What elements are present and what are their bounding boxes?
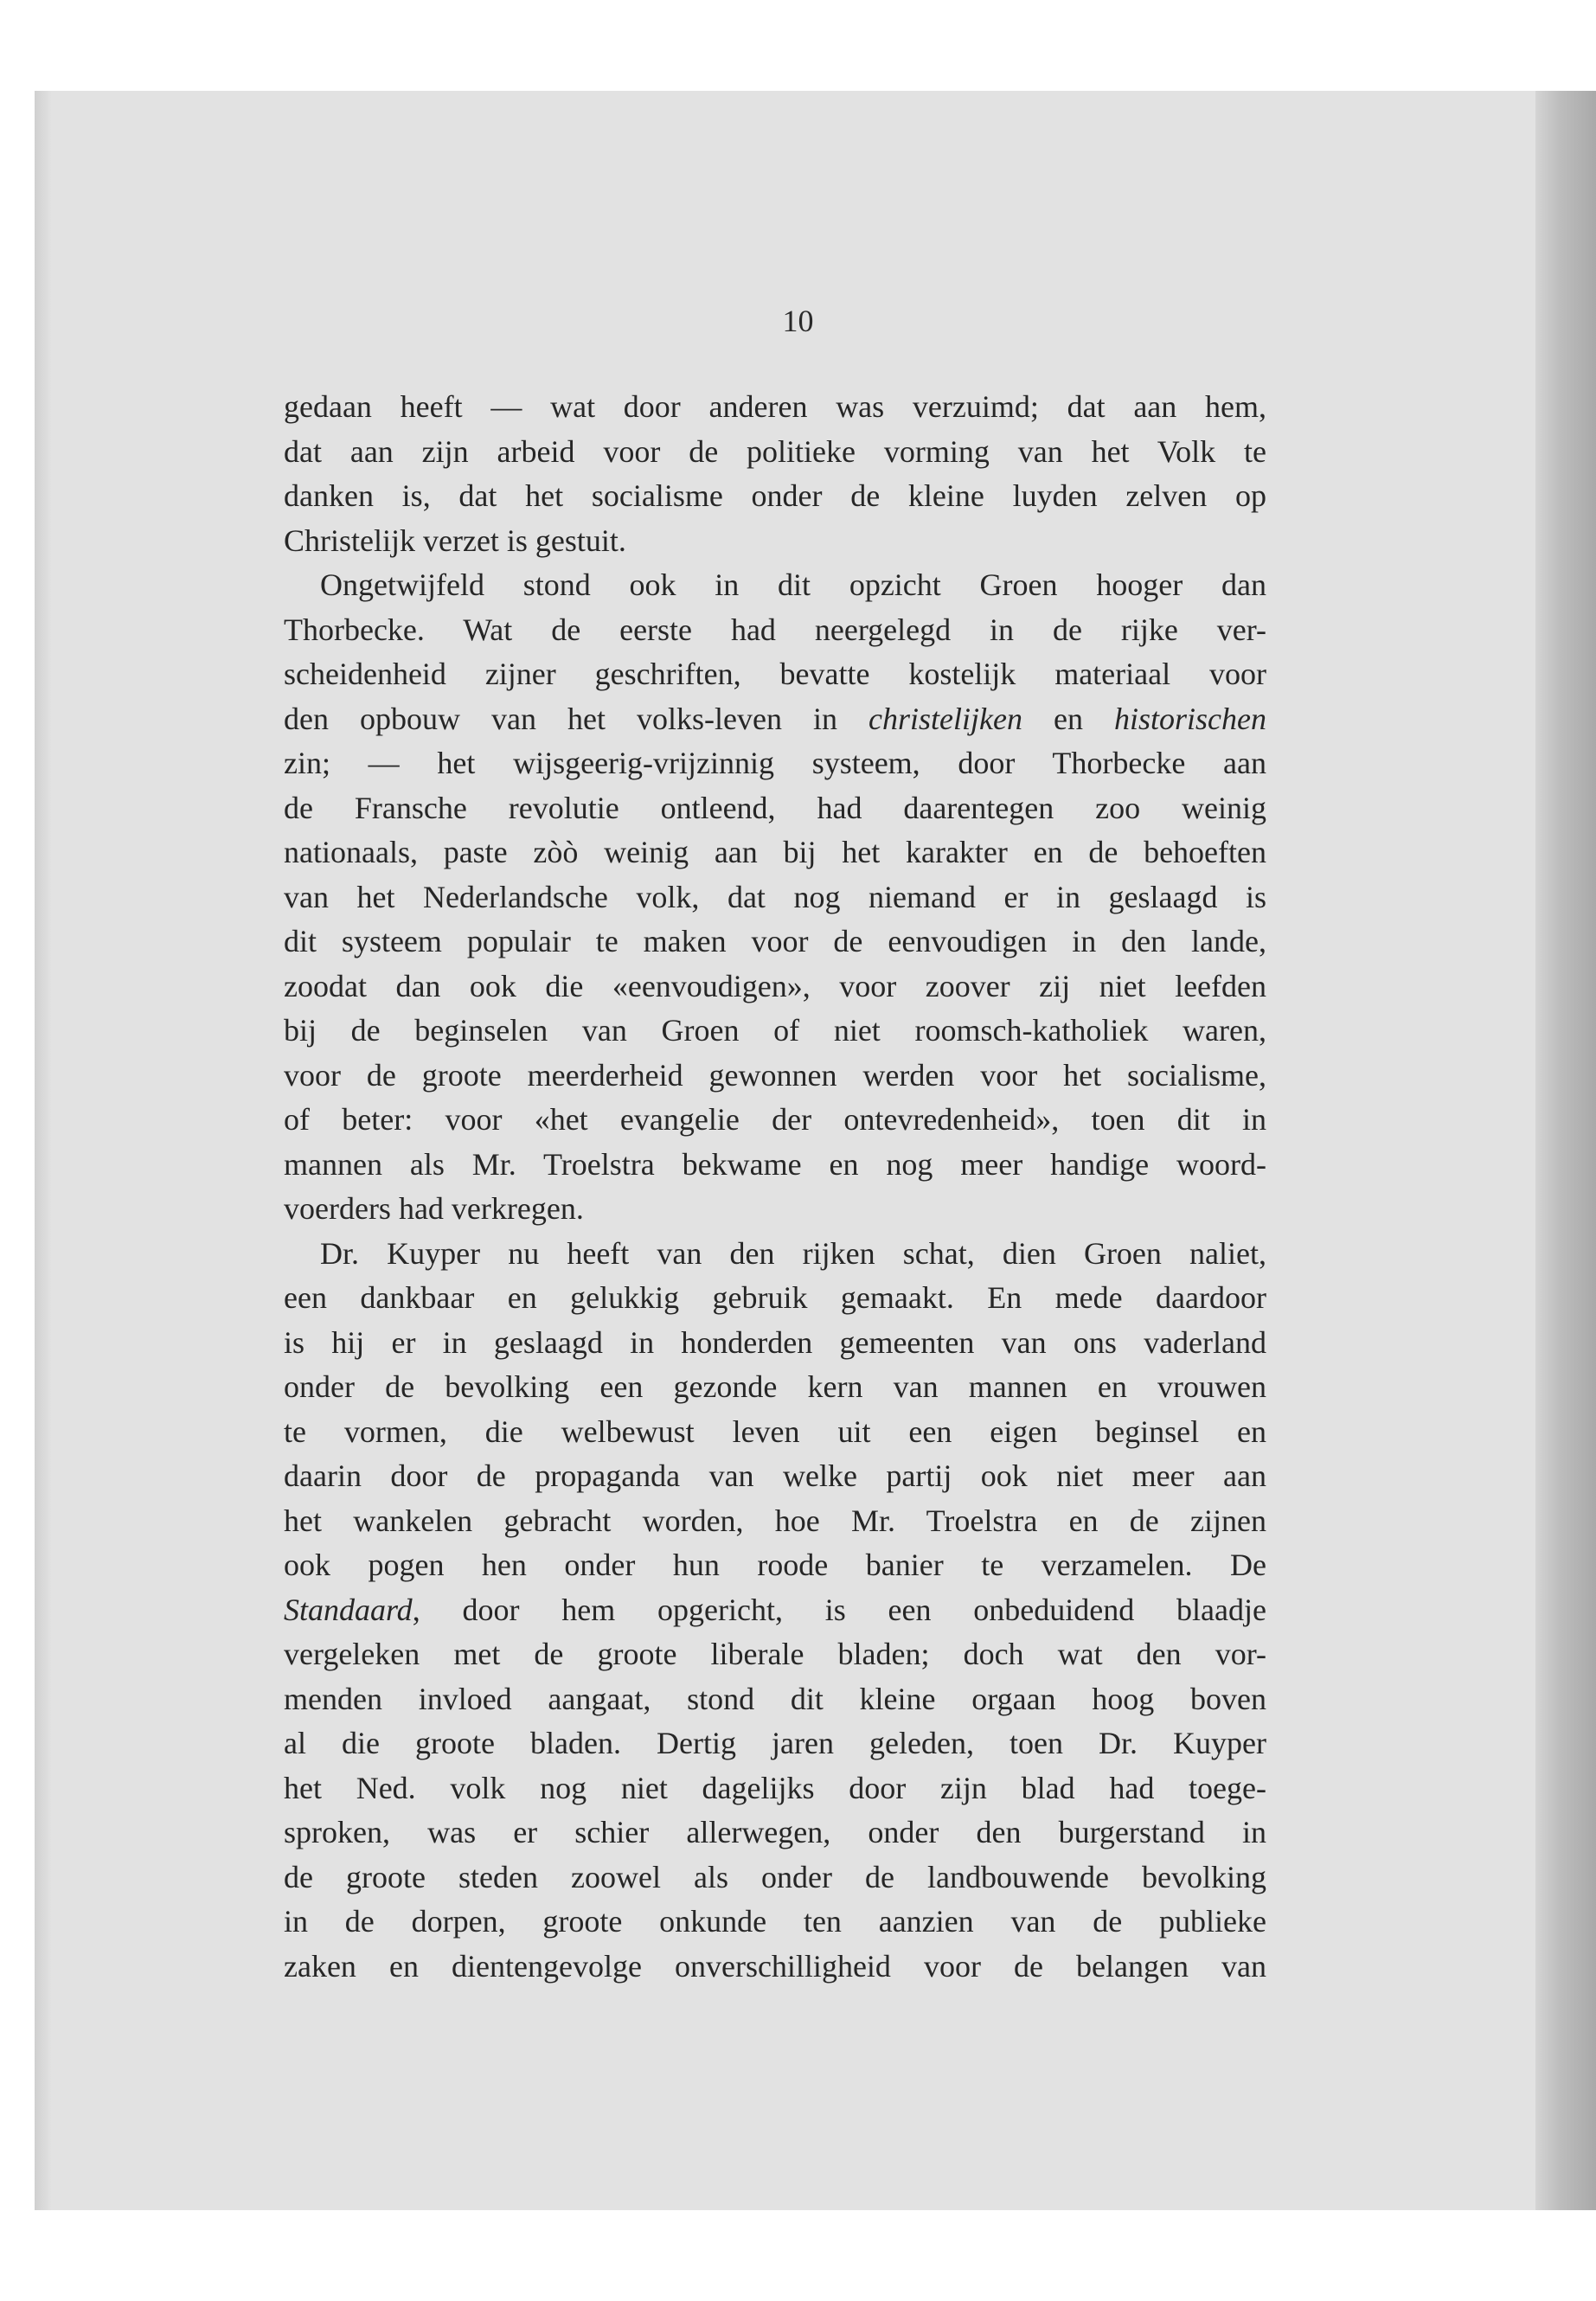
text-line: voerders had verkregen. [284, 1191, 584, 1226]
text-line-with-emphasis [284, 697, 1266, 742]
text-line: danken is, dat het socialisme onder de kleine luyden zelven op [284, 478, 1266, 513]
text-line: zin; — het wijsgeerig-vrijzinnig systeem, door Thorbecke aan [284, 746, 1266, 780]
text-line: in de dorpen, groote onkunde ten aanzien van de publieke [284, 1904, 1266, 1939]
text-line: te vormen, die welbewust leven uit een eigen beginsel en [284, 1413, 1266, 1449]
emphasis-christelijken: christelijken [869, 701, 1022, 736]
text-line: Thorbecke. Wat de eerste had neergelegd in de rijke ver- [284, 612, 1266, 647]
text-line-with-emphasis [284, 1588, 1266, 1633]
text-line: zaken en dientengevolge onverschilligheid voor de belangen van [284, 1948, 1266, 1984]
text-line: van het Nederlandsche volk, dat nog niemand er in geslaagd is [284, 879, 1266, 914]
text-line: scheidenheid zijner geschriften, bevatte kostelijk materiaal voor [284, 657, 1266, 691]
scan-right-edge [1535, 91, 1596, 2210]
text-line: het wankelen gebracht worden, hoe Mr. Troelstra en de zijnen [284, 1503, 1266, 1538]
body-text [284, 385, 1266, 1989]
page-number: 10 [782, 304, 814, 338]
emphasis-historischen: historischen [1114, 701, 1266, 736]
text-line: menden invloed aangaat, stond dit kleine orgaan hoog boven [284, 1681, 1266, 1716]
text-line: de groote steden zoowel als onder de landbouwende bevolking [284, 1859, 1266, 1894]
text-line: vergeleken met de groote liberale bladen; doch wat den vor- [284, 1637, 1266, 1671]
text-line: dit systeem populair te maken voor de eenvoudigen in den lande, [284, 924, 1266, 958]
text-line: Dr. Kuyper nu heeft van den rijken schat, dien Groen naliet, [320, 1235, 1266, 1271]
text-line: voor de groote meerderheid gewonnen werden voor het socialisme, [284, 1057, 1266, 1093]
text-line: Ongetwijfeld stond ook in dit opzicht Groen hooger dan [320, 567, 1266, 602]
text-line: daarin door de propaganda van welke partij ook niet meer aan [284, 1458, 1266, 1493]
emphasis-standaard: Standaard [284, 1592, 413, 1627]
text-line: sproken, was er schier allerwegen, onder den burgerstand in [284, 1815, 1266, 1849]
text-line: of beter: voor «het evangelie der ontevredenheid», toen dit in [284, 1102, 1266, 1137]
text-line: een dankbaar en gelukkig gebruik gemaakt. En mede daardoor [284, 1280, 1266, 1315]
text-line: nationaals, paste zòò weinig aan bij het karakter en de behoeften [284, 835, 1266, 869]
text-segment: , door hem opgericht, is een onbeduidend blaadje [412, 1592, 1266, 1627]
text-line: ook pogen hen onder hun roode banier te verzamelen. De [284, 1548, 1266, 1582]
text-line: al die groote bladen. Dertig jaren geleden, toen Dr. Kuyper [284, 1726, 1266, 1760]
text-line: de Fransche revolutie ontleend, had daarentegen zoo weinig [284, 790, 1266, 825]
text-segment: den opbouw van het volks-leven in [284, 701, 869, 736]
text-line: is hij er in geslaagd in honderden gemeenten van ons vaderland [284, 1324, 1266, 1360]
text-line: het Ned. volk nog niet dagelijks door zijn blad had toege- [284, 1770, 1266, 1805]
text-line: Christelijk verzet is gestuit. [284, 522, 626, 558]
text-line: gedaan heeft — wat door anderen was verzuimd; dat aan hem, [284, 389, 1266, 424]
text-line: zoodat dan ook die «eenvoudigen», voor zoover zij niet leefden [284, 968, 1266, 1003]
scan-left-edge [35, 91, 52, 2210]
text-line: onder de bevolking een gezonde kern van mannen en vrouwen [284, 1369, 1266, 1404]
text-segment: en [1022, 701, 1114, 736]
text-line: bij de beginselen van Groen of niet roomsch-katholiek waren, [284, 1013, 1266, 1048]
text-line: dat aan zijn arbeid voor de politieke vorming van het Volk te [284, 433, 1266, 469]
text-line: mannen als Mr. Troelstra bekwame en nog meer handige woord- [284, 1146, 1266, 1182]
